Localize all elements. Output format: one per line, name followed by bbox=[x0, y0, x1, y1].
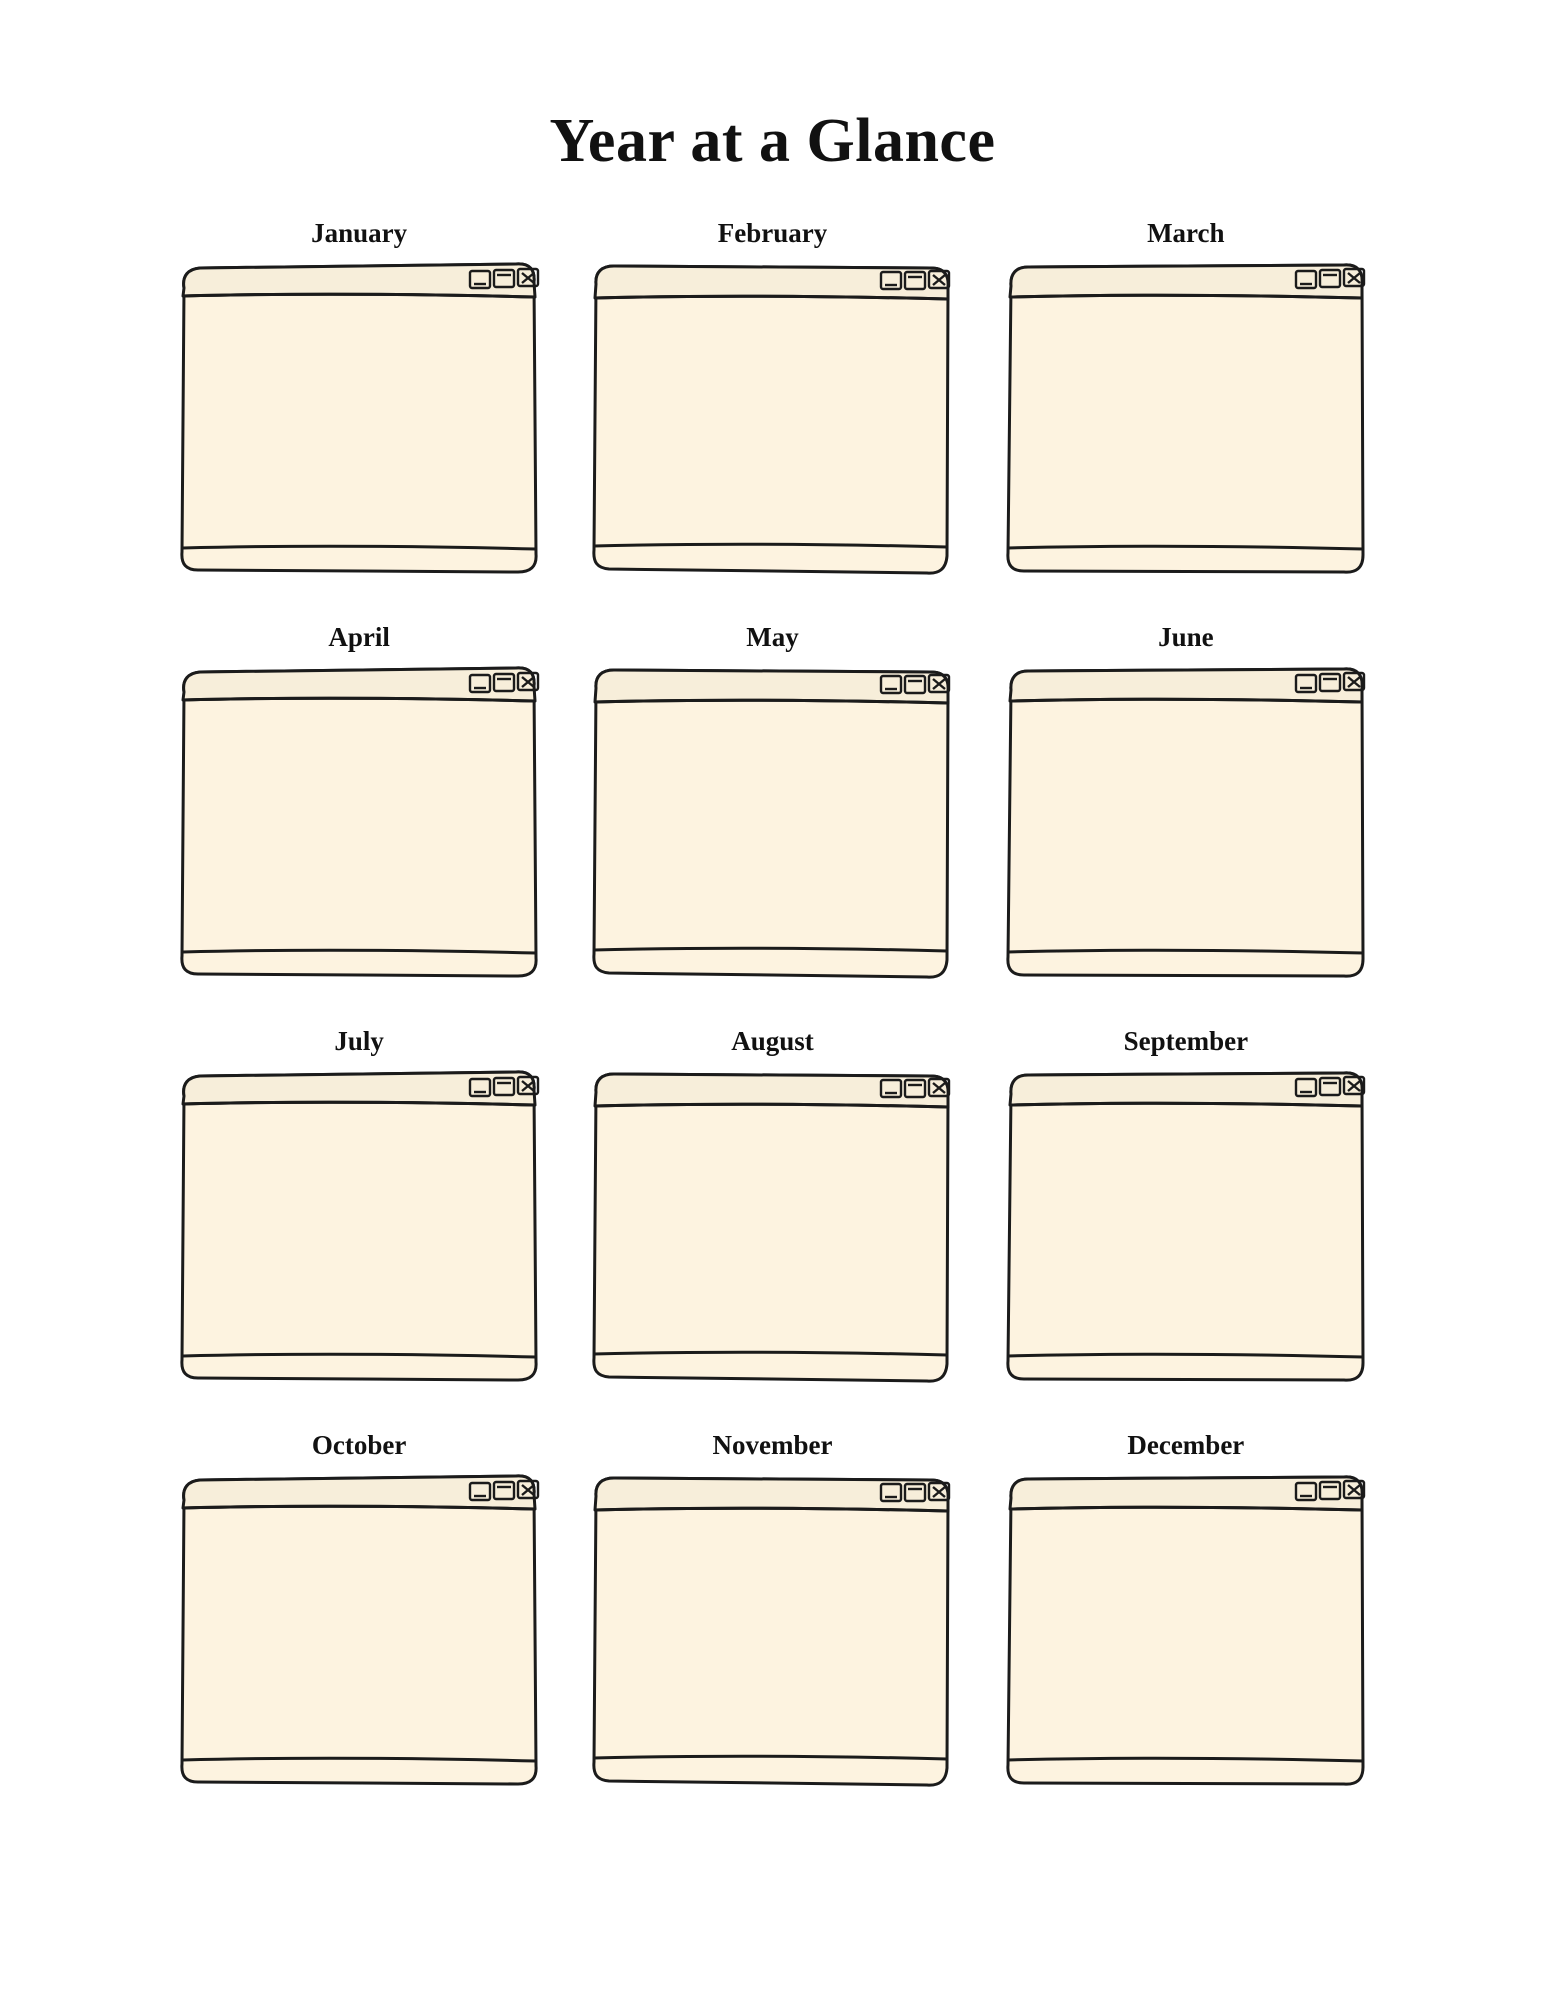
month-label: May bbox=[746, 622, 799, 652]
month-window-september[interactable] bbox=[1005, 1066, 1367, 1386]
month-label: July bbox=[334, 1026, 384, 1056]
page-title: Year at a Glance bbox=[549, 107, 996, 175]
window-titlebar bbox=[183, 1476, 535, 1509]
month-window-july[interactable] bbox=[178, 1066, 540, 1386]
month-window-june[interactable] bbox=[1005, 662, 1367, 982]
month-label: January bbox=[311, 218, 408, 248]
month-window-march[interactable] bbox=[1005, 258, 1367, 578]
month-cell-august bbox=[586, 1028, 959, 1386]
month-window-april[interactable] bbox=[178, 662, 540, 982]
month-note-area[interactable] bbox=[194, 1510, 524, 1764]
window-titlebar bbox=[183, 668, 535, 701]
month-window-october[interactable] bbox=[178, 1470, 540, 1790]
month-note-area[interactable] bbox=[1021, 298, 1351, 552]
month-label: June bbox=[1158, 622, 1214, 652]
month-label: March bbox=[1147, 218, 1225, 248]
window-titlebar bbox=[183, 1072, 535, 1105]
month-cell-july bbox=[173, 1028, 546, 1386]
month-cell-september bbox=[999, 1028, 1372, 1386]
month-note-area[interactable] bbox=[607, 298, 937, 552]
month-cell-april bbox=[173, 624, 546, 982]
month-window-may[interactable] bbox=[591, 662, 953, 982]
month-cell-november bbox=[586, 1432, 959, 1790]
month-label: April bbox=[328, 622, 390, 652]
month-window-february[interactable] bbox=[591, 258, 953, 578]
month-cell-february bbox=[586, 220, 959, 578]
month-note-area[interactable] bbox=[607, 702, 937, 956]
month-window-november[interactable] bbox=[591, 1470, 953, 1790]
month-label: August bbox=[731, 1026, 814, 1056]
window-titlebar bbox=[183, 264, 535, 297]
month-label: October bbox=[311, 1430, 407, 1460]
month-note-area[interactable] bbox=[194, 1106, 524, 1360]
month-note-area[interactable] bbox=[607, 1106, 937, 1360]
month-window-august[interactable] bbox=[591, 1066, 953, 1386]
month-note-area[interactable] bbox=[607, 1510, 937, 1764]
month-label: February bbox=[717, 218, 828, 248]
month-cell-october bbox=[173, 1432, 546, 1790]
month-window-january[interactable] bbox=[178, 258, 540, 578]
month-cell-december bbox=[999, 1432, 1372, 1790]
month-cell-june bbox=[999, 624, 1372, 982]
month-cell-may bbox=[586, 624, 959, 982]
month-window-december[interactable] bbox=[1005, 1470, 1367, 1790]
month-label: December bbox=[1127, 1430, 1245, 1460]
months-grid bbox=[173, 172, 1373, 1790]
month-cell-march bbox=[999, 220, 1372, 578]
month-note-area[interactable] bbox=[194, 298, 524, 552]
month-cell-january bbox=[173, 220, 546, 578]
month-label: September bbox=[1123, 1026, 1249, 1056]
month-note-area[interactable] bbox=[1021, 702, 1351, 956]
month-note-area[interactable] bbox=[194, 702, 524, 956]
month-label: November bbox=[712, 1430, 833, 1460]
month-note-area[interactable] bbox=[1021, 1510, 1351, 1764]
month-note-area[interactable] bbox=[1021, 1106, 1351, 1360]
